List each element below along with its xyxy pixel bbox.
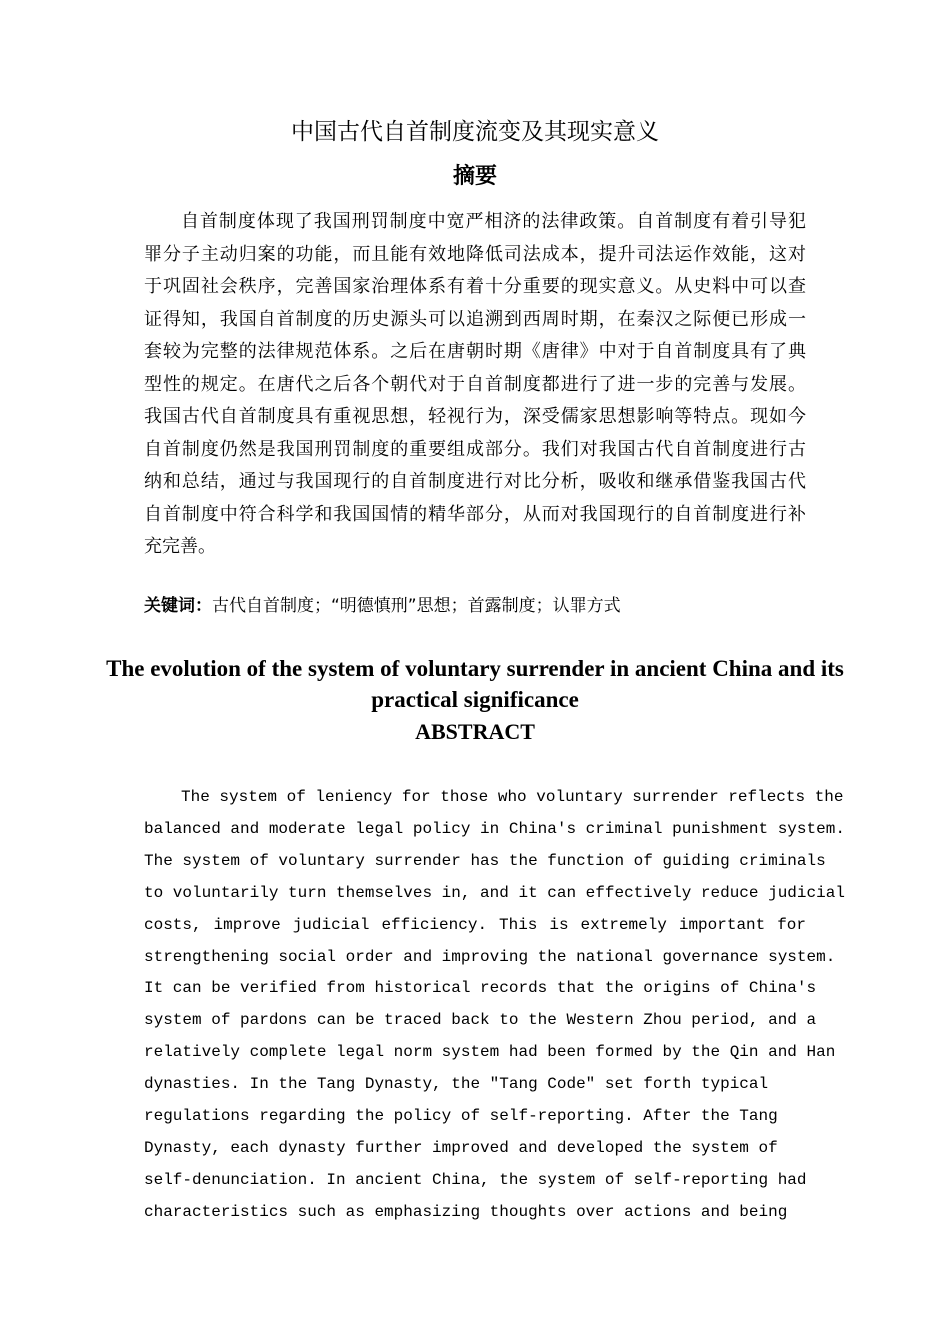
english-abstract-line: strengthening social order and improving the national governance system. bbox=[144, 947, 836, 966]
english-abstract-line: Dynasty, each dynasty further improved and developed the system of bbox=[144, 1138, 778, 1157]
chinese-abstract-heading: 摘要 bbox=[452, 164, 497, 189]
chinese-abstract-line: 自首制度仍然是我国刑罚制度的重要组成部分。我们对我国古代自首制度进行古 bbox=[144, 438, 806, 460]
keywords-label: 关键词： bbox=[144, 596, 212, 616]
english-abstract-line: The system of leniency for those who voluntary surrender reflects the bbox=[181, 788, 844, 806]
english-abstract-line: relatively complete legal norm system had been formed by the Qin and Han bbox=[144, 1043, 836, 1062]
chinese-keywords bbox=[144, 592, 806, 620]
chinese-abstract-line: 罪分子主动归案的功能，而且能有效地降低司法成本，提升司法运作效能，这对 bbox=[144, 243, 806, 265]
english-title: The evolution of the system of voluntary surrender in ancient China and its practical significance bbox=[106, 656, 844, 712]
english-abstract-line: self-denunciation. In ancient China, the system of self-reporting had bbox=[144, 1170, 807, 1189]
english-abstract-line: It can be verified from historical records that the origins of China's bbox=[144, 979, 817, 998]
english-abstract-line: characteristics such as emphasizing thoughts over actions and being bbox=[144, 1202, 788, 1221]
chinese-abstract-body bbox=[144, 206, 806, 564]
english-abstract-line: regulations regarding the policy of self-reporting. After the Tang bbox=[144, 1107, 778, 1126]
english-abstract-line: to voluntarily turn themselves in, and it can effectively reduce judicial bbox=[144, 883, 845, 902]
english-abstract-line: balanced and moderate legal policy in China's criminal punishment system. bbox=[144, 819, 845, 838]
english-abstract-line: dynasties. In the Tang Dynasty, the "Tang Code" set forth typical bbox=[144, 1075, 769, 1094]
chinese-abstract-line: 纳和总结，通过与我国现行的自首制度进行对比分析，吸收和继承借鉴我国古代 bbox=[144, 471, 806, 492]
keywords-text: 古代自首制度；“明德慎刑”思想；首露制度；认罪方式 bbox=[212, 596, 621, 616]
chinese-abstract-line: 充完善。 bbox=[144, 536, 216, 557]
english-abstract-line: costs, improve judicial efficiency. This is extremely important for bbox=[144, 915, 806, 934]
chinese-abstract-line: 我国古代自首制度具有重视思想，轻视行为，深受儒家思想影响等特点。现如今 bbox=[144, 406, 806, 427]
chinese-abstract-line: 证得知，我国自首制度的历史源头可以追溯到西周时期，在秦汉之际便已形成一 bbox=[144, 308, 806, 330]
chinese-abstract-line: 于巩固社会秩序，完善国家治理体系有着十分重要的现实意义。从史料中可以查 bbox=[144, 276, 806, 297]
chinese-abstract-line: 自首制度中符合科学和我国国情的精华部分，从而对我国现行的自首制度进行补 bbox=[144, 503, 806, 525]
english-abstract-body bbox=[144, 782, 845, 1229]
chinese-abstract-line: 型性的规定。在唐代之后各个朝代对于自首制度都进行了进一步的完善与发展。 bbox=[144, 373, 806, 395]
english-abstract-heading: ABSTRACT bbox=[415, 719, 535, 744]
chinese-abstract-line: 套较为完整的法律规范体系。之后在唐朝时期《唐律》中对于自首制度具有了典 bbox=[144, 341, 806, 362]
english-abstract-line: The system of voluntary surrender has the function of guiding criminals bbox=[144, 851, 826, 870]
english-abstract-line: system of pardons can be traced back to the Western Zhou period, and a bbox=[144, 1011, 817, 1030]
chinese-title: 中国古代自首制度流变及其现实意义 bbox=[291, 119, 659, 145]
chinese-abstract-line: 自首制度体现了我国刑罚制度中宽严相济的法律政策。自首制度有着引导犯 bbox=[181, 211, 806, 232]
